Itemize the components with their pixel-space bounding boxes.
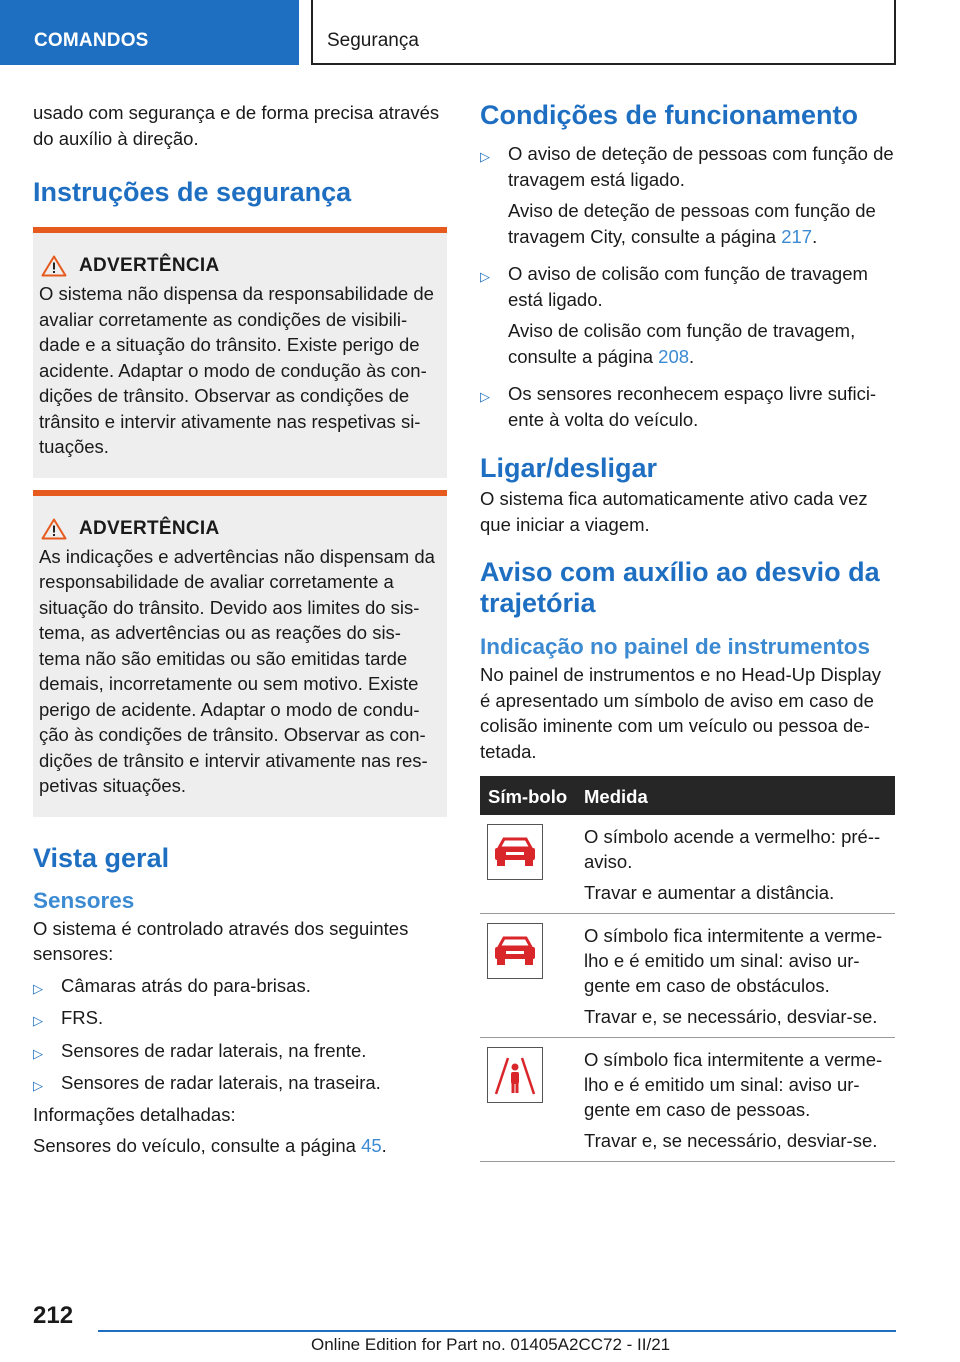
list-item: ▷ FRS. (33, 1005, 447, 1031)
symbol-cell (480, 815, 576, 914)
right-column (480, 100, 895, 1162)
bullet-triangle-icon: ▷ (33, 980, 43, 996)
table-row (480, 1038, 895, 1162)
list-item: ▷ Os sensores reconhecem espaço livre sufici-ente à volta do veículo. (480, 383, 877, 430)
left-column (33, 100, 447, 1159)
bullet-triangle-icon: ▷ (480, 149, 490, 164)
warning-triangle-icon (41, 255, 67, 277)
bullet-triangle-icon: ▷ (33, 1078, 43, 1093)
conditions-heading: Condições de funcionamento (480, 100, 859, 130)
measure-action: Travar e, se necessário, desviar-se. (584, 1006, 878, 1027)
bullet-triangle-icon: ▷ (480, 269, 490, 284)
page-link-217[interactable]: 217 (781, 225, 813, 247)
measure-text: O símbolo acende a vermelho: pré--aviso. (584, 826, 881, 872)
measure-cell (576, 914, 895, 1038)
condition-reference: Aviso de deteção de pessoas com função de travagem City, consulte a página 217. (508, 200, 876, 247)
column-header-measure: Medida (576, 776, 895, 815)
sensor-list (33, 973, 447, 1096)
list-item: ▷ Câmaras atrás do para-brisas. (33, 973, 447, 999)
details-label: Informações detalhadas: (33, 1103, 236, 1125)
overview-heading: Vista geral (33, 842, 170, 873)
warning-title: ADVERTÊNCIA (79, 517, 220, 539)
warning-text: O sistema não dispensa da responsabilidade de avaliar corretamente as condições de visibili-dade e a situação do trânsito. Existe perigo de acidente. Adaptar o modo de condução às con-dições de trânsito. Observar as condições de trânsito e intervir ativamente nas respetivas si-tuações. (39, 283, 434, 457)
onoff-text: O sistema fica automaticamente ativo cada vez que iniciar a viagem. (480, 488, 868, 535)
conditions-list (480, 141, 895, 192)
page-link-208[interactable]: 208 (658, 345, 690, 367)
warning-text: As indicações e advertências não dispensam da responsabilidade de avaliar corretamente a situação do trânsito. Devido aos limites do sis-tema, as advertências ou as reações do sis-tema não são emitidas ou são emitidas tarde demais, incorretamente ou sem motivo. Existe perigo de acidente. Adaptar o modo de condu-ção às condições de trânsito. Observar as con-dições de trânsito e intervir ativamente nas res-petivas situações. (39, 545, 435, 796)
section-tab: COMANDOS (0, 0, 299, 65)
evasion-heading: Aviso com auxílio ao desvio da trajetória (480, 557, 880, 618)
onoff-heading: Ligar/desligar (480, 453, 658, 483)
table-row (480, 914, 895, 1038)
measure-cell (576, 1038, 895, 1162)
details-reference: Sensores do veículo, consulte a página 45. (33, 1135, 387, 1156)
car-warning-icon (487, 923, 543, 979)
topic-title: Segurança (311, 0, 896, 65)
bullet-triangle-icon: ▷ (33, 1013, 43, 1028)
measure-cell (576, 815, 895, 914)
sensors-intro: O sistema é controlado através dos seguintes sensores: (33, 917, 409, 964)
list-item: ▷ Sensores de radar laterais, na frente. (33, 1038, 447, 1064)
measure-text: O símbolo fica intermitente a verme-lho e é emitido um sinal: aviso ur-gente em caso de pessoas. (584, 1049, 883, 1120)
display-heading: Indicação no painel de instrumentos (480, 634, 871, 659)
page-number: 212 (33, 1302, 74, 1329)
warning-title: ADVERTÊNCIA (79, 255, 220, 276)
warning-triangle-icon (41, 518, 67, 540)
safety-heading: Instruções de segurança (33, 177, 352, 207)
sensors-heading: Sensores (33, 887, 135, 913)
warning-box-2 (33, 490, 447, 817)
pedestrian-warning-icon (487, 1047, 543, 1103)
page-link-45[interactable]: 45 (361, 1135, 382, 1156)
list-item: ▷ O aviso de deteção de pessoas com função de travagem está ligado. (480, 143, 894, 190)
table-header-row (480, 776, 895, 815)
display-text: No painel de instrumentos e no Head-Up Display é apresentado um símbolo de aviso em caso de colisão iminente com um veículo ou pessoa de-tetada. (480, 664, 882, 762)
conditions-list (480, 381, 895, 432)
conditions-list (480, 261, 895, 312)
symbol-table (480, 776, 895, 1162)
footer-divider (98, 1330, 896, 1332)
table-row (480, 815, 895, 914)
measure-action: Travar e aumentar a distância. (584, 882, 835, 903)
symbol-cell (480, 914, 576, 1038)
bullet-triangle-icon: ▷ (480, 389, 490, 404)
condition-reference: Aviso de colisão com função de travagem, consulte a página 208. (508, 320, 856, 367)
warning-box-1 (33, 227, 447, 478)
car-warning-icon (487, 824, 543, 880)
symbol-cell (480, 1038, 576, 1162)
measure-action: Travar e, se necessário, desviar-se. (584, 1130, 878, 1151)
intro-text: usado com segurança e de forma precisa através do auxílio à direção. (33, 102, 440, 149)
column-header-symbol: Sím-bolo (480, 776, 576, 815)
list-item: ▷ O aviso de colisão com função de travagem está ligado. (480, 263, 868, 310)
edition-text: Online Edition for Part no. 01405A2CC72 - II/21 (311, 1335, 671, 1354)
bullet-triangle-icon: ▷ (33, 1045, 43, 1061)
list-item: ▷ Sensores de radar laterais, na traseira. (33, 1070, 447, 1096)
measure-text: O símbolo fica intermitente a verme-lho e é emitido um sinal: aviso ur-gente em caso de obstáculos. (584, 925, 883, 996)
